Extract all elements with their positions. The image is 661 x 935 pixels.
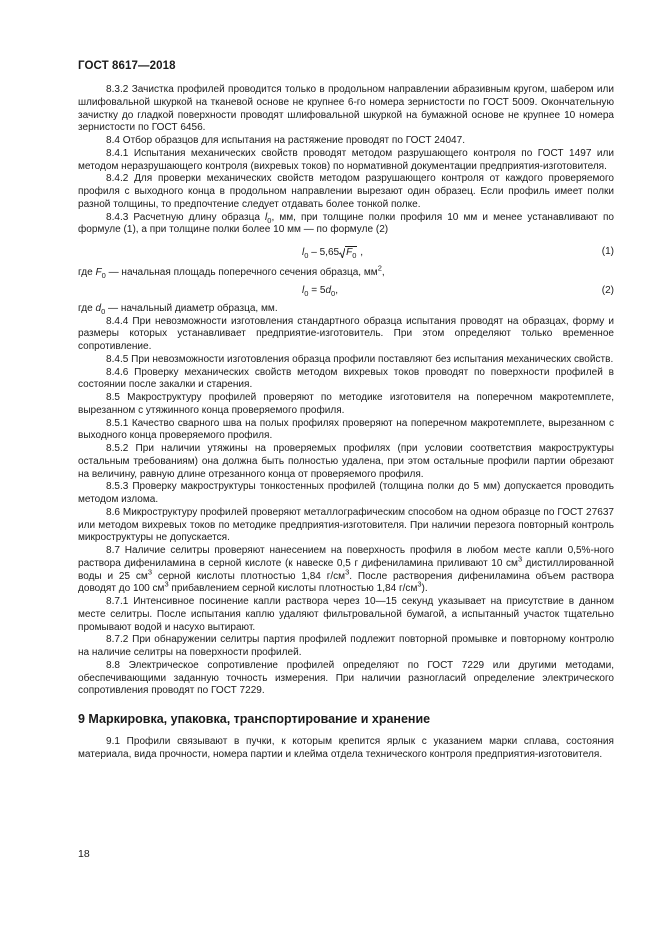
formula-2: $l_0 = 5d_0$, (2): [302, 284, 614, 298]
paragraph-8-3-2: 8.3.2 Зачистка профилей проводится только в продольном направлении абразивным кругом, шабером или шлифовальной шкуркой на тканевой основе не крупнее 6-го номера зернистости по ГОСТ 5009. Окончательную зачистку до гладкой поверхности проводят шлифовальной шкуркой на бумажной основе не крупнее 10 номера зернистости по ГОСТ 6456.: [78, 84, 614, 134]
sqrt-sign: $F_0$: [339, 246, 357, 260]
paragraph-8-4-2: 8.4.2 Для проверки механических свойств методом разрушающего контроля от каждого проверяемого профиля с выходного конца в продольном направлении вырезают один образец. Если профиль имеет полки разной толщины, то предпочтение следует отдавать более тонкой полке.: [78, 173, 614, 210]
where-clause-d0: где $d_0$ — начальный диаметр образца, мм.: [78, 302, 278, 316]
paragraph-8-4-4: 8.4.4 При невозможности изготовления стандартного образца испытания проводят на образцах, форму и размеры которых устанавливает предприятие-изготовитель. При этом определяют только временное сопротивление.: [78, 315, 614, 352]
where-clause-f0: где $F_0$ — начальная площадь поперечного сечения образца, $мм^2$,: [78, 263, 385, 280]
page-header: ГОСТ 8617—2018: [78, 60, 176, 72]
formula-number-2: (2): [601, 284, 614, 296]
document-body: [78, 84, 614, 761]
paragraph-8-5-2: 8.5.2 При наличии утяжины на проверяемых профилях (при условии соответствия макроструктуры остальным требованиям) она должна быть полностью удалена, при этом остальные профили партии обрезают на величину, равную длине отрезанного конца от проверяемого профиля.: [78, 443, 614, 480]
paragraph-8-6: 8.6 Микроструктуру профилей проверяют металлографическим способом на одном образце по ГОСТ 27637 или методом вихревых токов по методике предприятия-изготовителя. При наличии перезога повторный контроль микроструктуры не допускается.: [78, 506, 614, 544]
page-number: 18: [78, 848, 90, 860]
formula-number-1: (1): [601, 246, 614, 257]
paragraph-8-4-3: 8.4.3 Расчетную длину образца $l_0$, мм, при толщине полки профиля 10 мм и менее устанавливают по формуле (1), а при толщине полки более 10 мм — по формуле (2): [78, 211, 614, 236]
paragraph-8-5: 8.5 Макроструктуру профилей проверяют по методике изготовителя на поперечном макротемплете, вырезанном с утяжинного конца проверяемого профиля.: [78, 392, 614, 416]
paragraph-8-5-3: 8.5.3 Проверку макроструктуры тонкостенных профилей (толщина полки до 5 мм) допускается проводить методом излома.: [78, 481, 614, 505]
paragraph-8-7-1: 8.7.1 Интенсивное посинение капли раствора через 10—15 секунд указывает на присутствие в данном месте селитры. После испытания каплю удаляют фильтровальной бумагой, а испытанный участок тщательно промывают водой и насухо вытирают.: [78, 596, 614, 633]
paragraph-8-8: 8.8 Электрическое сопротивление профилей определяют по ГОСТ 7229 или другими методами, обеспечивающими заданную точность измерения. При наличии разногласий определение электрического сопротивления проводят по ГОСТ 7229.: [78, 659, 614, 697]
paragraph-8-4-1: 8.4.1 Испытания механических свойств проводят методом разрушающего контроля по ГОСТ 1497 или методом неразрушающего контроля (вихревых токов) по нормативной документации предприятия-изготовителя.: [78, 147, 614, 172]
section-9-title: 9 Маркировка, упаковка, транспортирование и хранение: [78, 712, 431, 726]
paragraph-8-7: 8.7 Наличие селитры проверяют нанесением на поверхность профиля в любом месте капли 0,5%-ного раствора дифениламина в серной кислоте (к навеске 0,5 г дифениламина приливают 10 $см^3$ дистиллированной воды и 25 $см^3$ серной кислоты плотностью 1,84 $г/см^3$. После растворения дифениламина объем раствора доводят до 100 $см^3$ прибавлением серной кислоты плотностью 1,84 $г/см^3$).: [78, 545, 615, 595]
paragraph-8-4-6: 8.4.6 Проверку механических свойств методом вихревых токов проводят по поверхности профилей в состоянии после закалки и старения.: [78, 366, 614, 391]
paragraph-8-4: 8.4 Отбор образцов для испытания на растяжение проводят по ГОСТ 24047.: [106, 135, 465, 146]
formula-1: $l_0 - 5,65$ $F_0$ , (1): [302, 246, 614, 260]
paragraph-8-5-1: 8.5.1 Качество сварного шва на полых профилях проверяют на поперечном макротемплете, вырезанном с выходного конца проверяемого профиля.: [78, 417, 614, 442]
paragraph-8-4-5: 8.4.5 При невозможности изготовления образца профили поставляют без испытания механических свойств.: [106, 353, 614, 365]
paragraph-8-7-2: 8.7.2 При обнаружении селитры партия профилей подлежит повторной промывке и повторному контролю на наличие селитры на поверхности профилей.: [78, 634, 614, 658]
paragraph-9-1: 9.1 Профили связывают в пучки, к которым крепится ярлык с указанием марки сплава, состояния материала, вида прочности, номера партии и клейма отдела технического контроля предприятия-изготовителя.: [78, 735, 614, 760]
